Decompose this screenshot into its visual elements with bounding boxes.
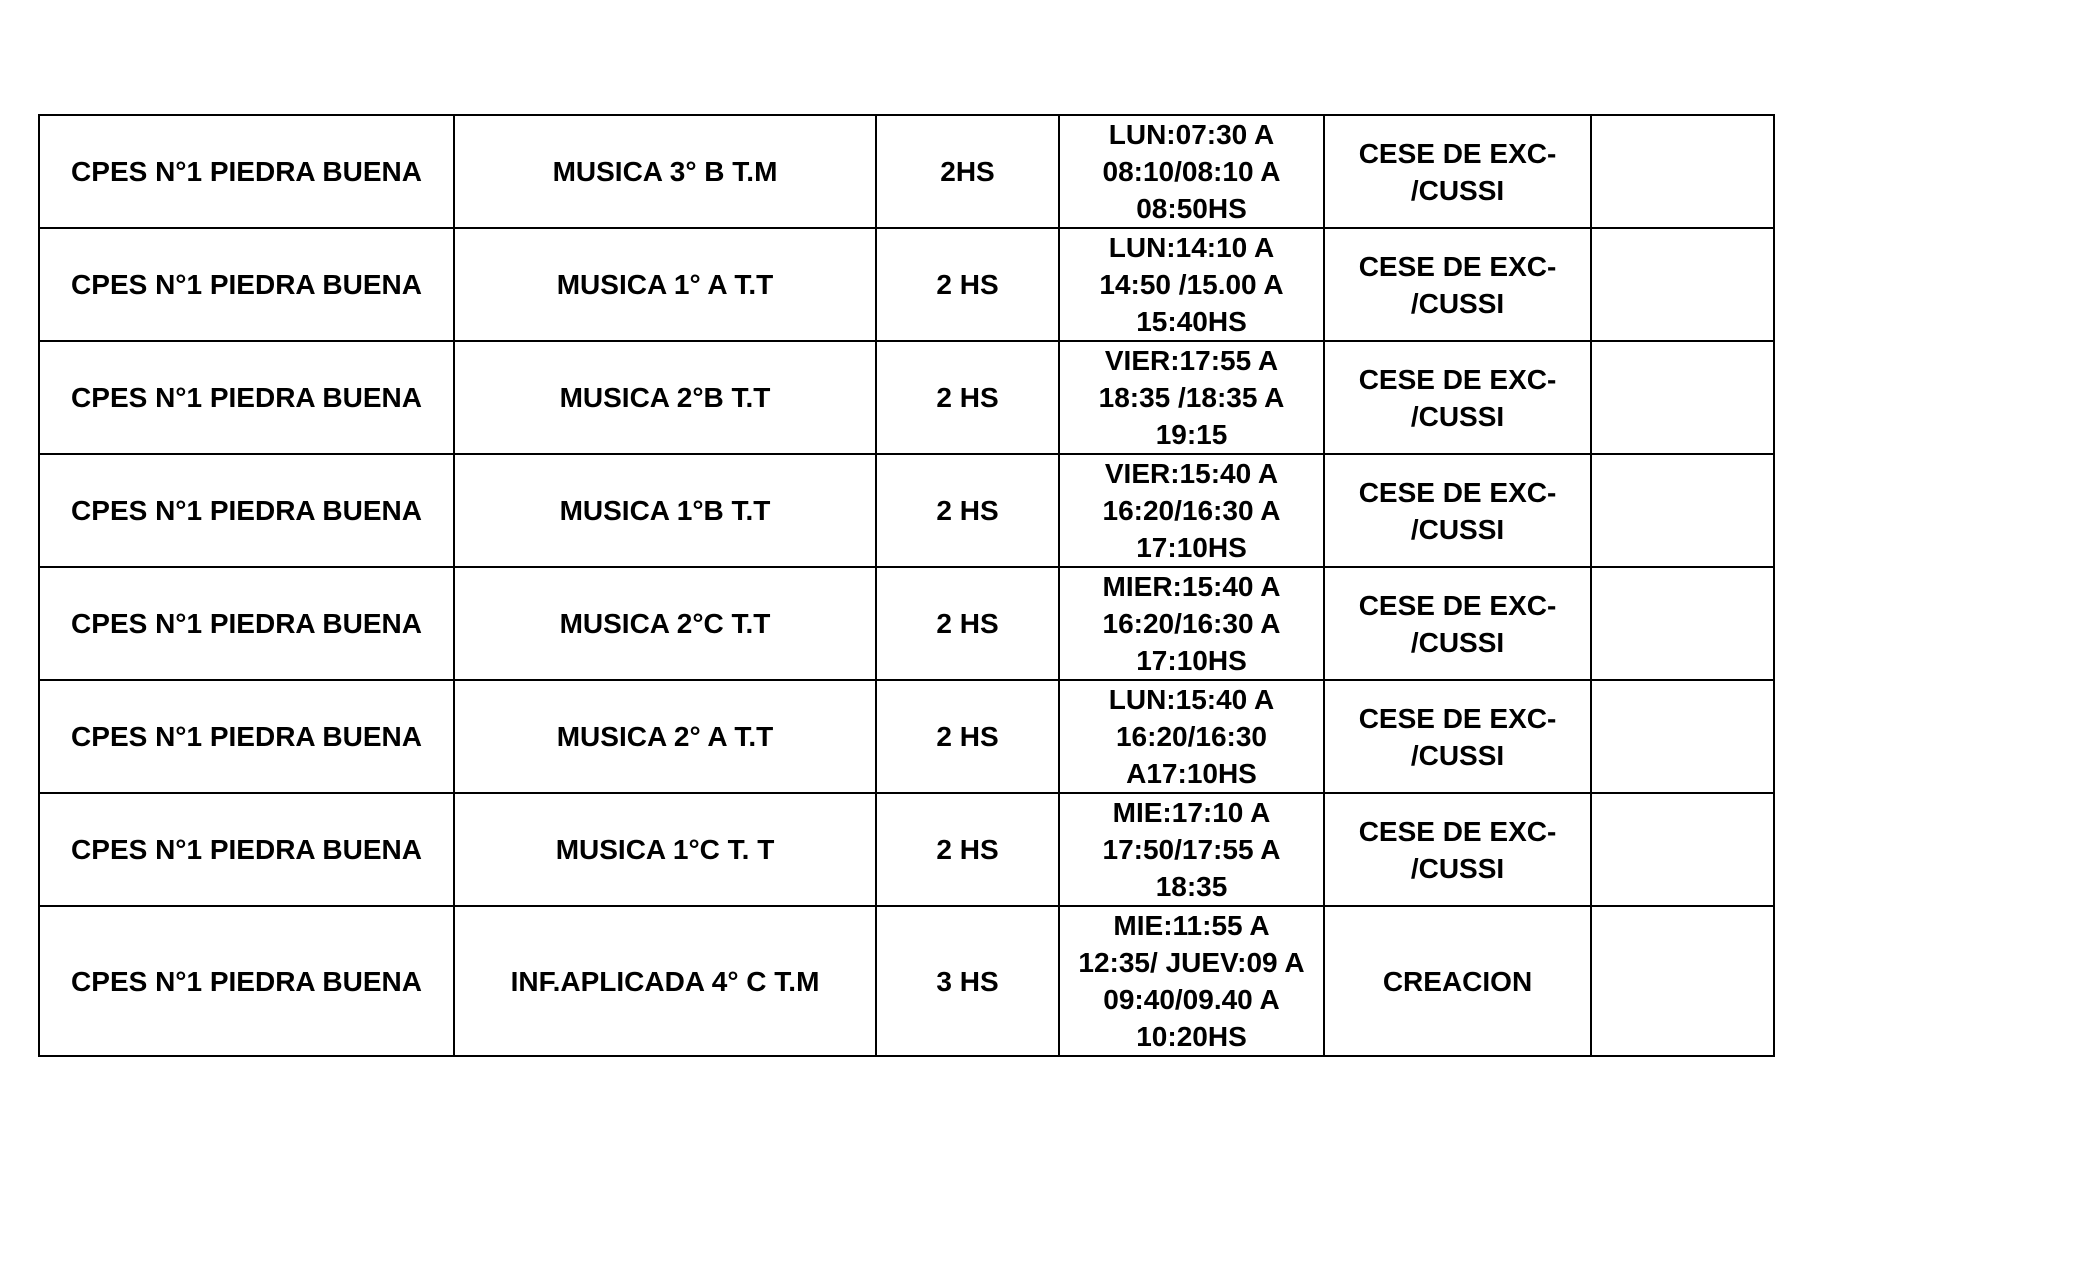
cell-status: CESE DE EXC- /CUSSI	[1324, 567, 1591, 680]
cell-status: CESE DE EXC- /CUSSI	[1324, 793, 1591, 906]
cell-subject: MUSICA 1°C T. T	[454, 793, 876, 906]
table-body	[39, 115, 1774, 1056]
cell-extra	[1591, 793, 1774, 906]
cell-extra	[1591, 680, 1774, 793]
cell-subject: INF.APLICADA 4° C T.M	[454, 906, 876, 1056]
cell-extra	[1591, 341, 1774, 454]
cell-school: CPES N°1 PIEDRA BUENA	[39, 680, 454, 793]
cell-hours: 2 HS	[876, 680, 1059, 793]
cell-school: CPES N°1 PIEDRA BUENA	[39, 906, 454, 1056]
cell-hours: 2 HS	[876, 228, 1059, 341]
cell-school: CPES N°1 PIEDRA BUENA	[39, 454, 454, 567]
cell-schedule: LUN:14:10 A 14:50 /15.00 A 15:40HS	[1059, 228, 1324, 341]
cell-subject: MUSICA 1°B T.T	[454, 454, 876, 567]
cell-hours: 3 HS	[876, 906, 1059, 1056]
cell-subject: MUSICA 1° A T.T	[454, 228, 876, 341]
cell-subject: MUSICA 3° B T.M	[454, 115, 876, 228]
cell-extra	[1591, 567, 1774, 680]
cell-extra	[1591, 228, 1774, 341]
table-row	[39, 454, 1774, 567]
cell-status: CESE DE EXC- /CUSSI	[1324, 228, 1591, 341]
table-row	[39, 567, 1774, 680]
cell-status: CESE DE EXC- /CUSSI	[1324, 454, 1591, 567]
cell-status: CESE DE EXC- /CUSSI	[1324, 115, 1591, 228]
cell-subject: MUSICA 2°B T.T	[454, 341, 876, 454]
cell-schedule: LUN:07:30 A 08:10/08:10 A 08:50HS	[1059, 115, 1324, 228]
cell-school: CPES N°1 PIEDRA BUENA	[39, 228, 454, 341]
cell-schedule: MIE:11:55 A 12:35/ JUEV:09 A 09:40/09.40 A 10:20HS	[1059, 906, 1324, 1056]
cell-extra	[1591, 454, 1774, 567]
table-row	[39, 906, 1774, 1056]
cell-schedule: MIER:15:40 A 16:20/16:30 A 17:10HS	[1059, 567, 1324, 680]
cell-hours: 2 HS	[876, 341, 1059, 454]
cell-extra	[1591, 115, 1774, 228]
table-row	[39, 680, 1774, 793]
cell-status: CESE DE EXC- /CUSSI	[1324, 680, 1591, 793]
cell-school: CPES N°1 PIEDRA BUENA	[39, 793, 454, 906]
cell-hours: 2 HS	[876, 454, 1059, 567]
table-row	[39, 228, 1774, 341]
schedule-table	[38, 114, 1775, 1057]
table-row	[39, 793, 1774, 906]
cell-subject: MUSICA 2° A T.T	[454, 680, 876, 793]
cell-schedule: LUN:15:40 A 16:20/16:30 A17:10HS	[1059, 680, 1324, 793]
cell-subject: MUSICA 2°C T.T	[454, 567, 876, 680]
cell-school: CPES N°1 PIEDRA BUENA	[39, 567, 454, 680]
cell-schedule: VIER:17:55 A 18:35 /18:35 A 19:15	[1059, 341, 1324, 454]
cell-school: CPES N°1 PIEDRA BUENA	[39, 341, 454, 454]
cell-hours: 2HS	[876, 115, 1059, 228]
cell-schedule: VIER:15:40 A 16:20/16:30 A 17:10HS	[1059, 454, 1324, 567]
table-row	[39, 341, 1774, 454]
cell-extra	[1591, 906, 1774, 1056]
cell-status: CESE DE EXC- /CUSSI	[1324, 341, 1591, 454]
table-row	[39, 115, 1774, 228]
cell-hours: 2 HS	[876, 567, 1059, 680]
cell-school: CPES N°1 PIEDRA BUENA	[39, 115, 454, 228]
cell-hours: 2 HS	[876, 793, 1059, 906]
cell-status: CREACION	[1324, 906, 1591, 1056]
cell-schedule: MIE:17:10 A 17:50/17:55 A 18:35	[1059, 793, 1324, 906]
